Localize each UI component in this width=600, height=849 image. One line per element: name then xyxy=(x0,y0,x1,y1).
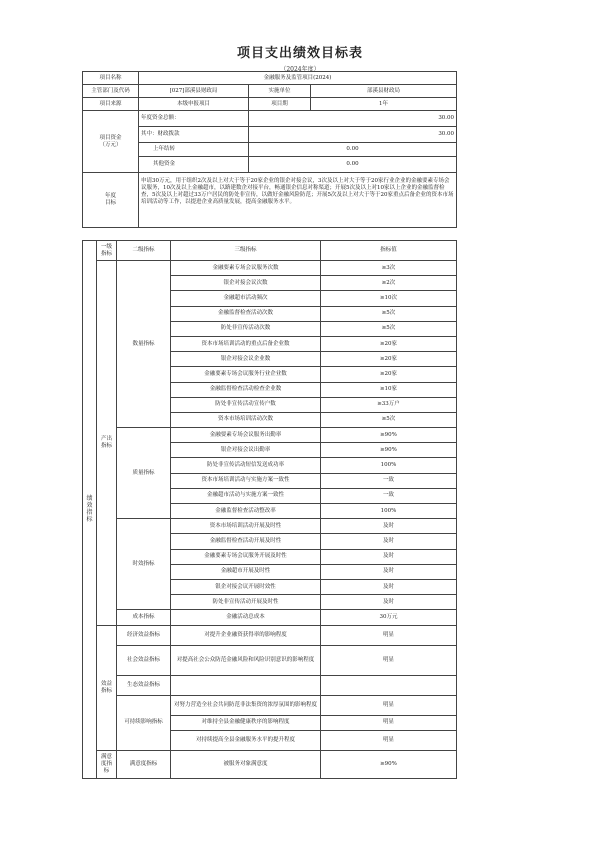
table-row xyxy=(83,519,457,534)
indicator-value: 一致 xyxy=(321,488,457,503)
impl-label: 实施单位 xyxy=(249,85,311,98)
table-row xyxy=(83,750,457,778)
goal-row xyxy=(83,173,457,228)
table-row xyxy=(83,428,457,443)
quantity-indicator-label: 数量指标 xyxy=(117,261,171,428)
funds-other-value: 0.00 xyxy=(249,157,457,173)
indicator-name: 资本市场培训活动的重点后备企业数 xyxy=(171,336,321,351)
table-row xyxy=(83,645,457,675)
indicator-value: ≥3次 xyxy=(321,261,457,276)
indicator-name: 被服务对象满意度 xyxy=(171,750,321,778)
indicator-value: 及时 xyxy=(321,579,457,594)
indicator-name: 防处非宣传活动开展及时性 xyxy=(171,595,321,610)
indicator-value: 明显 xyxy=(321,645,457,675)
indicator-name: 金融要素专场会议服务开展及时性 xyxy=(171,549,321,564)
dept-value: [027]部溪县财政局 xyxy=(139,85,249,98)
indicator-value: ≥33万户 xyxy=(321,397,457,412)
funds-total-row xyxy=(83,111,457,127)
indicator-name: 金融要素专场会议服务出勤率 xyxy=(171,428,321,443)
project-name-row xyxy=(83,72,457,85)
indicator-name: 银企对接会议出勤率 xyxy=(171,443,321,458)
table-row xyxy=(83,610,457,625)
indicator-name: 金融要素专场会议服务行业企业数 xyxy=(171,367,321,382)
indicator-name: 对维持全县金融健康秩序的影响程度 xyxy=(171,715,321,730)
indicator-name: 对持续提高全县金融服务水平的提升程度 xyxy=(171,730,321,750)
social-benefit-label: 社会效益指标 xyxy=(117,645,171,675)
indicator-name: 金融超市活动频次 xyxy=(171,291,321,306)
indicator-value: 及时 xyxy=(321,595,457,610)
quality-indicator-label: 质量指标 xyxy=(117,428,171,519)
level2-header: 二级指标 xyxy=(117,241,171,261)
indicator-value: ≥20家 xyxy=(321,352,457,367)
indicator-value: 明显 xyxy=(321,715,457,730)
page-title: 项目支出绩效目标表 xyxy=(236,46,363,61)
satisfaction-label: 满意 度指 标 xyxy=(97,750,117,778)
funds-carry-value: 0.00 xyxy=(249,143,457,157)
goal-text: 申请30万元，用于组织2次及以上对大于等于20家企业的银企对接会议，3次及以上对大于等于20家行业企业的金融要素专场会议服务，10次及以上金融超市，以路建数企对接平台，畅通银企信息对称渠道；开展5次及以上对10家以上企业的金融监督检查，5次及以上对超过33万户居民的防处非宣传，以做好金融风险防范；开展5次及以上对大于等于20家重点后备企业的资本市场培训活动等工作，以提进企业高质量发展，提高金融服务水平。 xyxy=(139,173,457,228)
dept-row xyxy=(83,85,457,98)
indicator-name xyxy=(171,675,321,695)
indicator-value: ≥90% xyxy=(321,750,457,778)
level3-header: 三级指标 xyxy=(171,241,321,261)
goal-label: 年度 目标 xyxy=(83,173,139,228)
indicator-name: 金融监督检查活动检查企业数 xyxy=(171,382,321,397)
funds-other-label: 其他资金 xyxy=(139,157,249,173)
indicator-value: 及时 xyxy=(321,534,457,549)
output-indicator-label: 产出 指标 xyxy=(97,261,117,626)
cost-indicator-label: 成本指标 xyxy=(117,610,171,625)
timeliness-indicator-label: 时效指标 xyxy=(117,519,171,610)
indicator-name: 防处非宣传活动宣传户数 xyxy=(171,397,321,412)
benefit-indicator-label: 效益 指标 xyxy=(97,625,117,750)
indicator-name: 银企对接会议次数 xyxy=(171,276,321,291)
funds-label: 项目资金 （万元） xyxy=(83,111,139,173)
indicator-value: 及时 xyxy=(321,564,457,579)
indicator-name: 金融超市活动与实施方案一致性 xyxy=(171,488,321,503)
indicator-value: ≥5次 xyxy=(321,306,457,321)
year-label: （2024年度） xyxy=(280,66,320,73)
indicator-value: ≥5次 xyxy=(321,321,457,336)
indicator-value: ≥10家 xyxy=(321,382,457,397)
perf-indicator-label: 绩 效 指 标 xyxy=(83,241,97,779)
indicator-value: ≥20家 xyxy=(321,336,457,351)
table-row xyxy=(83,695,457,715)
indicator-value: 30万元 xyxy=(321,610,457,625)
funds-other-row xyxy=(83,157,457,173)
satisfaction-indicator-label: 满意度指标 xyxy=(117,750,171,778)
indicator-name: 资本市场培训活动开展及时性 xyxy=(171,519,321,534)
indicator-name: 金融监督检查活动整改率 xyxy=(171,504,321,519)
level1-header: 一级 指标 xyxy=(97,241,117,261)
indicator-name: 银企对接会议开展时效性 xyxy=(171,579,321,594)
indicator-value xyxy=(321,675,457,695)
indicator-name: 金融监督检查活动开展及时性 xyxy=(171,534,321,549)
table-row xyxy=(83,261,457,276)
indicator-value: ≥5次 xyxy=(321,412,457,427)
indicator-value: 及时 xyxy=(321,549,457,564)
indicator-name: 金融监督检查活动次数 xyxy=(171,306,321,321)
indicator-value: 100% xyxy=(321,458,457,473)
funds-carry-row xyxy=(83,143,457,157)
indicator-name: 对提高社会公众防范金融风险和风险识别意识的影响程度 xyxy=(171,645,321,675)
impl-value: 部溪县财政局 xyxy=(311,85,457,98)
indicator-name: 银企对接会议企业数 xyxy=(171,352,321,367)
funds-fiscal-label: 其中：财政拨款 xyxy=(139,127,249,143)
indicator-name: 防处非宣传活动短信发送成功率 xyxy=(171,458,321,473)
indicator-value: ≥90% xyxy=(321,428,457,443)
indicator-value: ≥2次 xyxy=(321,276,457,291)
table-row xyxy=(83,625,457,645)
funds-fiscal-value: 30.00 xyxy=(249,127,457,143)
indicator-value: 明显 xyxy=(321,730,457,750)
indicator-value: ≥10次 xyxy=(321,291,457,306)
source-value: 本级申报项目 xyxy=(139,98,249,111)
indicator-value: 及时 xyxy=(321,519,457,534)
sustainability-label: 可持续影响指标 xyxy=(117,695,171,750)
indicator-name: 资本市场培训活动次数 xyxy=(171,412,321,427)
indicator-name: 对努力营造全社会共同防范非法集资的浓厚氛围的影响程度 xyxy=(171,695,321,715)
source-label: 项目来源 xyxy=(83,98,139,111)
indicator-value: 明显 xyxy=(321,625,457,645)
period-value: 1年 xyxy=(311,98,457,111)
indicator-name: 防处非宣传活动次数 xyxy=(171,321,321,336)
funds-total-value: 30.00 xyxy=(249,111,457,127)
indicator-name: 资本市场培训活动与实施方案一致性 xyxy=(171,473,321,488)
indicator-value: 100% xyxy=(321,504,457,519)
funds-fiscal-row xyxy=(83,127,457,143)
indicator-name: 金融要素专场会议服务次数 xyxy=(171,261,321,276)
indicator-value: 明显 xyxy=(321,695,457,715)
funds-total-label: 年度资金总额： xyxy=(139,111,249,127)
indicator-table xyxy=(82,240,457,779)
indicator-value: ≥20家 xyxy=(321,367,457,382)
indicator-name: 金融超市开展及时性 xyxy=(171,564,321,579)
project-name-label: 项目名称 xyxy=(83,72,139,85)
value-header: 指标值 xyxy=(321,241,457,261)
indicator-value: ≥90% xyxy=(321,443,457,458)
indicator-name: 金融活动总成本 xyxy=(171,610,321,625)
ecological-benefit-label: 生态效益指标 xyxy=(117,675,171,695)
indicator-value: 一致 xyxy=(321,473,457,488)
funds-carry-label: 上年结转 xyxy=(139,143,249,157)
source-row xyxy=(83,98,457,111)
project-info-table xyxy=(82,71,457,228)
period-label: 项目期 xyxy=(249,98,311,111)
econ-benefit-label: 经济效益指标 xyxy=(117,625,171,645)
project-name-value: 金融服务及监管项目(2024) xyxy=(139,72,457,85)
table-row xyxy=(83,675,457,695)
table-row xyxy=(83,241,457,261)
indicator-name: 对提升企业融资获得率的影响程度 xyxy=(171,625,321,645)
dept-label: 主管部门及代码 xyxy=(83,85,139,98)
